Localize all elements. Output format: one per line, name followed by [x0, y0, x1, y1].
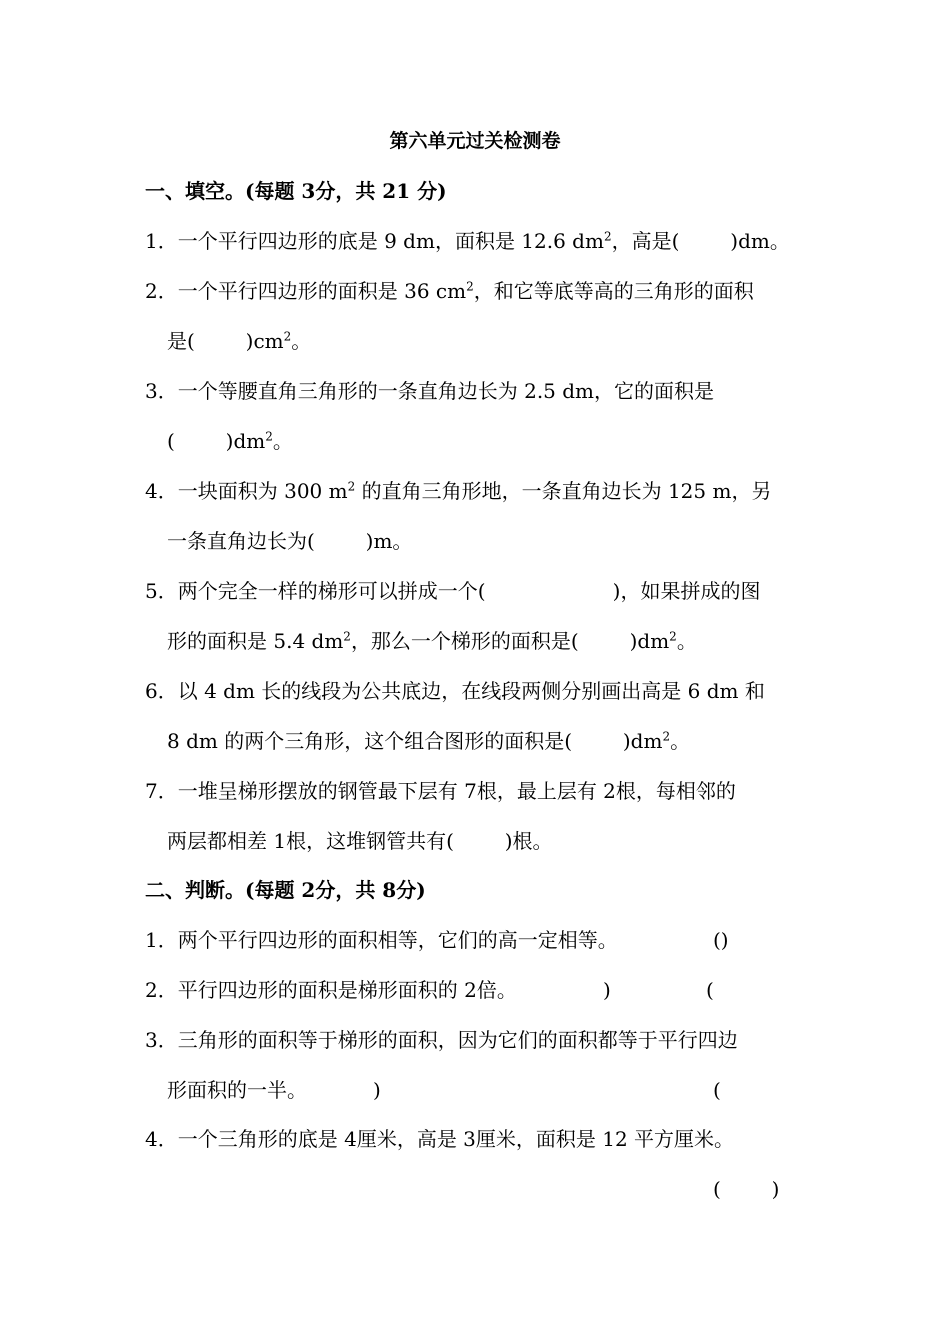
question-text: 的直角三角形地，一条直角边长为 125 m，另 [355, 479, 772, 503]
question-text: 平行四边形的面积是梯形面积的 2倍。 [177, 978, 517, 1002]
question-text: 是( )cm [167, 329, 284, 353]
question-text: 两个完全一样的梯形可以拼成一个( )，如果拼成的图 [177, 579, 761, 603]
question-text: 一个等腰直角三角形的一条直角边长为 2.5 dm，它的面积是 [177, 379, 715, 403]
question-text: 两个平行四边形的面积相等，它们的高一定相等。 [177, 928, 618, 952]
question-text: 一堆呈梯形摆放的钢管最下层有 7根，最上层有 2根，每相邻的 [177, 779, 736, 803]
judge-answer-close-3[interactable]: ) [373, 1078, 381, 1102]
superscript: 2 [669, 629, 677, 644]
question-number: 3． [145, 1028, 178, 1052]
section1-heading: 一、填空。(每题 3分，共 21 分) [145, 179, 447, 203]
judge-question-2 [145, 977, 517, 1003]
judge-answer-bracket-1[interactable]: () [713, 928, 729, 952]
superscript: 2 [265, 429, 273, 444]
judge-answer-open-2[interactable]: ( [706, 978, 714, 1002]
judge-question-3 [145, 1027, 738, 1053]
superscript: 2 [283, 329, 292, 344]
question-text: 三角形的面积等于梯形的面积，因为它们的面积都等于平行四边 [177, 1028, 738, 1052]
superscript: 2 [343, 629, 351, 644]
question-text: 8 dm 的两个三角形，这个组合图形的面积是( )dm [167, 729, 663, 753]
superscript: 2 [466, 279, 474, 294]
question-text: 一个平行四边形的面积是 36 cm [177, 279, 467, 303]
fill-question-2-line2 [167, 328, 311, 354]
question-text: 一块面积为 300 m [177, 479, 348, 503]
question-number: 5． [145, 579, 178, 603]
fill-question-7 [145, 778, 736, 804]
question-text: 。 [272, 429, 293, 453]
superscript: 2 [662, 729, 671, 744]
question-text: ，和它等底等高的三角形的面积 [473, 279, 754, 303]
question-number: 2． [145, 279, 178, 303]
fill-question-3-line2 [167, 428, 293, 454]
question-text: ( )dm [167, 429, 266, 453]
question-number: 3． [145, 379, 178, 403]
question-number: 1． [145, 928, 178, 952]
question-number: 6． [145, 679, 178, 703]
fill-question-5 [145, 578, 761, 604]
fill-question-5-line2 [167, 628, 697, 654]
question-text: ，高是( )dm。 [611, 229, 790, 253]
question-text: 。 [291, 329, 312, 353]
judge-answer-close-2[interactable]: ) [603, 978, 611, 1002]
fill-question-4-line2: 一条直角边长为( )m。 [167, 529, 413, 553]
question-number: 1． [145, 229, 178, 253]
question-number: 4． [145, 1127, 178, 1151]
question-text: 以 4 dm 长的线段为公共底边，在线段两侧分别画出高是 6 dm 和 [177, 679, 765, 703]
question-text: 形的面积是 5.4 dm [167, 629, 344, 653]
fill-question-4 [145, 478, 771, 504]
question-number: 2． [145, 978, 178, 1002]
superscript: 2 [347, 479, 356, 494]
question-text: 一个平行四边形的底是 9 dm，面积是 12.6 dm [177, 229, 604, 253]
judge-question-3-line2: 形面积的一半。 [167, 1078, 307, 1102]
page-title: 第六单元过关检测卷 [389, 130, 561, 152]
question-text: 。 [670, 729, 691, 753]
fill-question-1 [145, 228, 790, 254]
superscript: 2 [603, 229, 612, 244]
question-number: 7． [145, 779, 178, 803]
fill-question-3 [145, 378, 714, 404]
question-text: 。 [676, 629, 697, 653]
section2-heading: 二、判断。(每题 2分，共 8分) [145, 878, 426, 902]
question-text: 一个三角形的底是 4厘米，高是 3厘米，面积是 12 平方厘米。 [177, 1127, 735, 1151]
fill-question-2 [145, 278, 754, 304]
question-text: ，那么一个梯形的面积是( )dm [350, 629, 670, 653]
judge-answer-bracket-4[interactable]: ( ) [713, 1177, 780, 1201]
judge-question-4 [145, 1126, 734, 1152]
judge-question-1 [145, 927, 618, 953]
fill-question-6-line2 [167, 728, 690, 754]
fill-question-6 [145, 678, 765, 704]
question-number: 4． [145, 479, 178, 503]
judge-answer-open-3[interactable]: ( [713, 1078, 721, 1102]
fill-question-7-line2: 两层都相差 1根，这堆钢管共有( )根。 [167, 829, 553, 853]
